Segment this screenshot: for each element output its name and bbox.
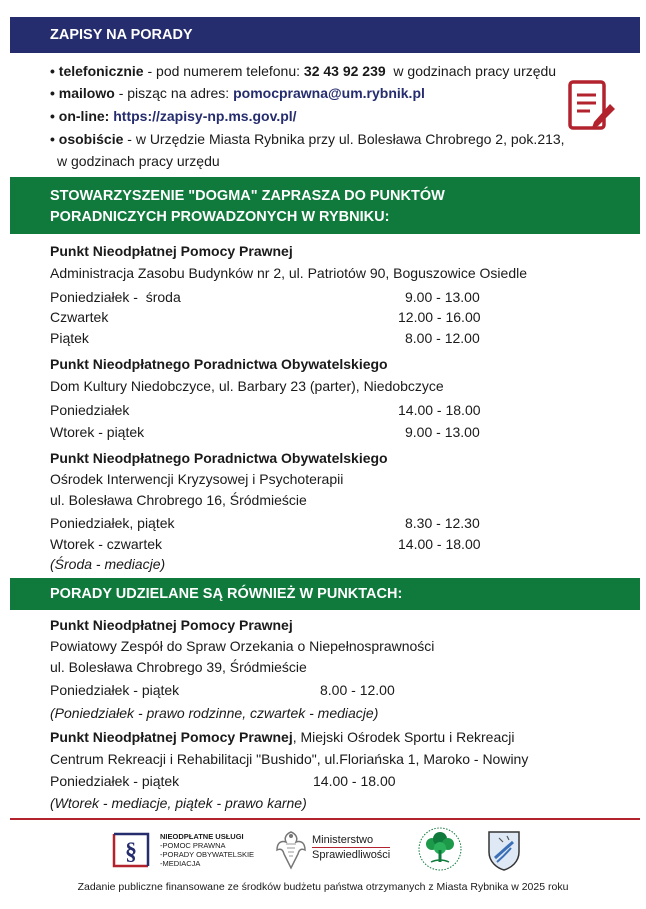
online-url-link[interactable]: https://zapisy-np.ms.gov.pl/: [109, 108, 297, 124]
point1-address: Administracja Zasobu Budynków nr 2, ul. Patriotów 90, Boguszowice Osiedle: [50, 265, 528, 281]
coat-of-arms-icon: [487, 828, 521, 872]
other-header: [10, 578, 640, 610]
phone-label: • telefonicznie: [50, 63, 144, 79]
point2-title: Punkt Nieodpłatnego Poradnictwa Obywatelskiego: [50, 356, 388, 372]
mail-text: - pisząc na adres:: [114, 85, 234, 101]
other2-note: (Wtorek - mediacje, piątek - prawo karne): [50, 795, 307, 811]
dogma-header-line1: STOWARZYSZENIE "DOGMA" ZAPRASZA DO PUNKTÓW: [50, 188, 445, 204]
online-label: • on-line:: [50, 108, 110, 124]
other2-title-suffix: , Miejski Ośrodek Sportu i Rekreacji: [292, 729, 515, 745]
other-header-text: PORADY UDZIELANE SĄ RÓWNIEŻ W PUNKTACH:: [50, 586, 403, 602]
point3-time-1: 14.00 - 18.00: [398, 536, 481, 552]
other1-title: Punkt Nieodpłatnej Pomocy Prawnej: [50, 617, 293, 633]
logo1-text: [160, 832, 254, 868]
point1-day-0: Poniedziałek - środa: [50, 289, 181, 305]
point1-time-2: 8.00 - 12.00: [405, 330, 480, 346]
point2-time-0: 14.00 - 18.00: [398, 402, 481, 418]
other2-day-0: Poniedziałek - piątek: [50, 773, 180, 789]
point3-address-0: Ośrodek Interwencji Kryzysowej i Psychoterapii: [50, 471, 344, 487]
other1-day-0: Poniedziałek - piątek: [50, 682, 180, 698]
other2-title-line: [50, 729, 514, 745]
other2-title: Punkt Nieodpłatnej Pomocy Prawnej: [50, 729, 293, 745]
svg-text:§: §: [125, 839, 137, 865]
point3-title: Punkt Nieodpłatnego Poradnictwa Obywatelskiego: [50, 450, 388, 466]
point3-time-0: 8.30 - 12.30: [405, 515, 480, 531]
zapisy-header-text: ZAPISY NA PORADY: [50, 27, 193, 43]
phone-text: - pod numerem telefonu:: [143, 63, 304, 79]
footer-rule: [10, 818, 640, 820]
point3-day-0: Poniedziałek, piątek: [50, 515, 175, 531]
point3-address-1: ul. Bolesława Chrobrego 16, Śródmieście: [50, 492, 307, 508]
point1-day-2: Piątek: [50, 330, 89, 346]
phone-suffix: w godzinach pracy urzędu: [385, 63, 557, 79]
logo1-line2: -PORADY OBYWATELSKIE: [160, 850, 255, 859]
dogma-header: [10, 177, 640, 234]
other1-address-0: Powiatowy Zespół do Spraw Orzekania o Niepełnosprawności: [50, 638, 435, 654]
logo2-text: [312, 834, 390, 862]
phone-line: [50, 63, 556, 79]
logo1-line1: -POMOC PRAWNA: [160, 841, 226, 850]
eagle-emblem-icon: [274, 828, 308, 872]
other2-address-0: Centrum Rekreacji i Rehabilitacji "Bushido", ul.Floriańska 1, Maroko - Nowiny: [50, 751, 529, 767]
point3-note: (Środa - mediacje): [50, 556, 166, 572]
personal-label: • osobiście: [50, 131, 124, 147]
point2-day-0: Poniedziałek: [50, 402, 130, 418]
personal-line2: w godzinach pracy urzędu: [57, 153, 220, 169]
logo1-line3: -MEDIACJA: [160, 859, 201, 868]
paragraph-logo-icon: [108, 830, 154, 870]
point2-day-1: Wtorek - piątek: [50, 424, 145, 440]
funding-note: Zadanie publiczne finansowane ze środków budżetu państwa otrzymanych z Miasta Rybnika w 2025 roku: [77, 881, 569, 893]
mail-address-link[interactable]: pomocprawna@um.rybnik.pl: [233, 85, 425, 101]
document-pen-icon: [568, 80, 616, 136]
other1-time-0: 8.00 - 12.00: [320, 682, 395, 698]
point1-day-1: Czwartek: [50, 309, 109, 325]
point3-day-1: Wtorek - czwartek: [50, 536, 163, 552]
logo2-line1: Sprawiedliwości: [312, 849, 391, 861]
phone-number: 32 43 92 239: [303, 63, 386, 79]
dogma-header-line2: PORADNICZYCH PROWADZONYCH W RYBNIKU:: [50, 209, 390, 225]
logo1-line0: NIEODPŁATNE USŁUGI: [160, 832, 244, 841]
point2-address: Dom Kultury Niedobczyce, ul. Barbary 23 (parter), Niedobczyce: [50, 378, 444, 394]
personal-text: - w Urzędzie Miasta Rybnika przy ul. Bolesława Chrobrego 2, pok.213,: [123, 131, 565, 147]
other2-time-0: 14.00 - 18.00: [313, 773, 396, 789]
other1-address-1: ul. Bolesława Chrobrego 39, Śródmieście: [50, 659, 307, 675]
personal-line: [50, 131, 565, 147]
mail-label: • mailowo: [50, 85, 115, 101]
other1-note: (Poniedziałek - prawo rodzinne, czwartek - mediacje): [50, 705, 379, 721]
mail-line: [50, 85, 425, 101]
online-line: [50, 108, 297, 124]
point1-time-0: 9.00 - 13.00: [405, 289, 480, 305]
point1-time-1: 12.00 - 16.00: [398, 309, 481, 325]
logo2-line0: Ministerstwo: [312, 834, 374, 846]
tree-logo-icon: [417, 826, 463, 872]
point2-time-1: 9.00 - 13.00: [405, 424, 480, 440]
zapisy-header: [10, 17, 640, 53]
point1-title: Punkt Nieodpłatnej Pomocy Prawnej: [50, 243, 293, 259]
